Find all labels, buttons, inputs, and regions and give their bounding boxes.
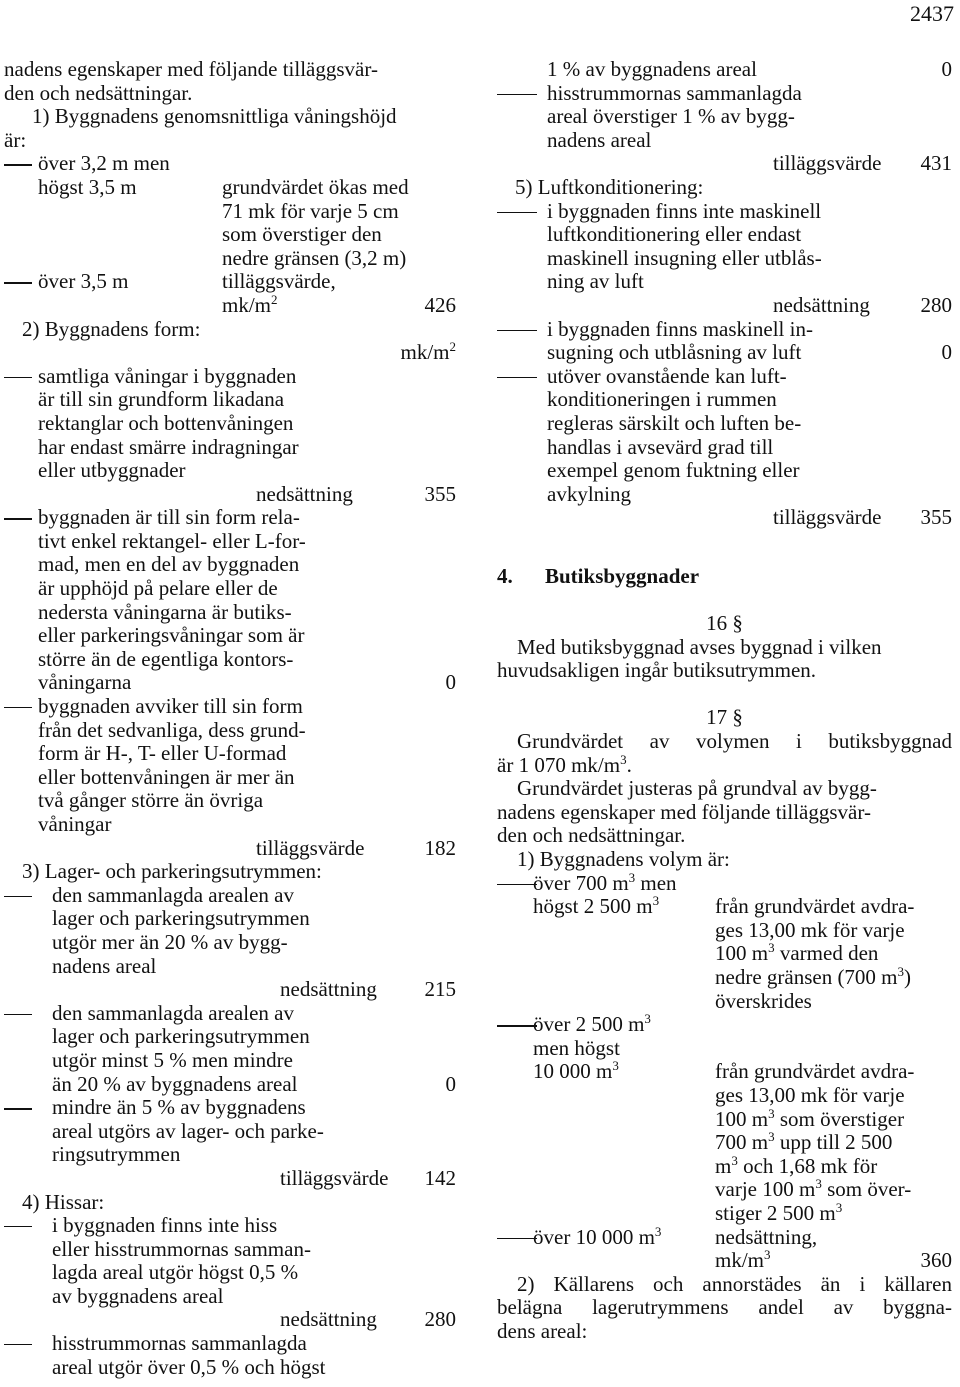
criteria-row: samtliga våningar i byggnaden	[4, 365, 456, 389]
criteria-text: stiger 2 500 $m^3$	[715, 1199, 843, 1225]
paragraph-text: är 1 070 $mk/m^3$.	[497, 751, 632, 777]
value-row: nedsättning 280	[773, 292, 952, 317]
criteria-row: hisstrummornas sammanlagda	[497, 82, 952, 106]
criteria-text: eller parkeringsvåningar som är	[38, 623, 305, 648]
criteria-text: exempel genom fuktning eller	[547, 458, 800, 483]
dash-icon	[4, 1226, 32, 1227]
criteria-text: mad, men en del av byggnaden	[38, 552, 300, 577]
value-row: nedsättning 280	[280, 1307, 456, 1332]
dash-icon	[4, 1014, 32, 1015]
value-row: våningarna 0	[38, 670, 456, 695]
criteria-row: över 10 000 $m^3$ nedsättning,	[497, 1226, 952, 1250]
criteria-text: har endast smärre indragningar	[38, 434, 299, 459]
unit-row: $mk/m^2$	[400, 339, 456, 365]
criteria-text: 100 $m^3$ varmed den	[715, 940, 879, 966]
criteria-text: lagda areal utgör högst 0,5 %	[52, 1260, 299, 1285]
criteria-text: lager och parkeringsutrymmen	[52, 906, 310, 931]
item4-heading: 4) Hissar:	[22, 1189, 105, 1214]
dash-icon	[4, 707, 32, 708]
criteria-text: eller utbyggnader	[38, 458, 186, 483]
criteria-text: handlas i avsevärd grad till	[547, 434, 774, 459]
value-row: sugning och utblåsning av luft 0	[547, 340, 952, 365]
criteria-row: i byggnaden finns inte hiss	[4, 1214, 456, 1238]
criteria-text: areal utgörs av lager- och parke-	[52, 1118, 324, 1143]
criteria-text: av byggnadens areal	[52, 1283, 224, 1308]
criteria-row: den sammanlagda arealen av	[4, 1002, 456, 1026]
criteria-text: lager och parkeringsutrymmen	[52, 1024, 310, 1049]
criteria-text: eller bottenvåningen är mer än	[38, 764, 295, 789]
item3-heading: 3) Lager- och parkeringsutrymmen:	[22, 859, 322, 884]
value-row: $mk/m^3$ 360	[715, 1247, 952, 1273]
criteria-row: i byggnaden finns maskinell in-	[497, 318, 952, 342]
criteria-text: form är H-, T- eller U-formad	[38, 741, 287, 766]
value-row: nedsättning 215	[280, 977, 456, 1002]
item1-heading-cont: är:	[4, 127, 27, 152]
paragraph-text: dens areal:	[497, 1318, 588, 1343]
criteria-text: utgör mer än 20 % av bygg-	[52, 929, 288, 954]
dash-icon	[497, 94, 537, 95]
paragraph-text: 2) Källarens och annorstädes än i källaren	[517, 1271, 952, 1296]
intro-line: den och nedsättningar.	[4, 80, 193, 105]
criteria-text: avkylning	[547, 481, 631, 506]
paragraph-symbol: 16 §	[706, 611, 743, 636]
value-row: tilläggsvärde 355	[773, 505, 952, 530]
paragraph-text: belägna lagerutrymmens andel av byggna-	[497, 1295, 952, 1320]
page-number: 2437	[910, 1, 954, 26]
criteria-row: hisstrummornas sammanlagda	[4, 1332, 456, 1356]
criteria-row: 10 000 $m^3$ från grundvärdet avdra-	[533, 1058, 915, 1084]
criteria-text: 700 $m^3$ upp till 2 500	[715, 1129, 893, 1155]
criteria-text: luftkonditionering eller endast	[547, 222, 802, 247]
dash-icon	[4, 1108, 32, 1109]
left-column	[4, 58, 456, 1379]
criteria-text: är upphöjd på pelare eller de	[38, 576, 278, 601]
criteria-text: ringsutrymmen	[52, 1142, 181, 1167]
criteria-text: nadens areal	[52, 953, 157, 978]
criteria-text: varje 100 $m^3$ som över-	[715, 1176, 912, 1202]
criteria-text: två gånger större än övriga	[38, 788, 264, 813]
criteria-row: högst 2 500 $m^3$ från grundvärdet avdra-	[533, 893, 915, 919]
criteria-text: överskrides	[715, 988, 812, 1013]
item2-heading: 2) Byggnadens form:	[22, 316, 201, 341]
right-column	[497, 58, 952, 1343]
paragraph-text: den och nedsättningar.	[497, 823, 686, 848]
dash-icon	[4, 282, 32, 283]
criteria-row: utöver ovanstående kan luft-	[497, 365, 952, 389]
criteria-row: men högst	[533, 1035, 620, 1060]
paragraph-text: Grundvärdet av volymen i butiksbyggnad	[517, 729, 952, 754]
criteria-row: byggnaden är till sin form rela-	[4, 506, 456, 530]
criteria-text: areal överstiger 1 % av bygg-	[547, 104, 795, 129]
criteria-text: nedre gränsen (3,2 m)	[222, 245, 407, 270]
criteria-text: är till sin grundform likadana	[38, 387, 285, 412]
criteria-row: byggnaden avviker till sin form	[4, 695, 456, 719]
dash-icon	[4, 377, 32, 378]
criteria-row: över 3,2 m men	[4, 152, 456, 176]
dash-icon	[497, 212, 537, 213]
value-row: $mk/m^2$ 426	[222, 291, 456, 317]
item1-heading: 1) Byggnadens volym är:	[517, 847, 730, 871]
section-heading: 4. Butiksbyggnader	[497, 563, 700, 588]
paragraph-text: Grundvärdet justeras på grundval av bygg-	[517, 776, 877, 801]
criteria-text: konditioneringen i rummen	[547, 387, 777, 412]
criteria-text: nadens areal	[547, 127, 652, 152]
dash-icon	[497, 1025, 537, 1026]
criteria-text: 100 $m^3$ som överstiger	[715, 1105, 905, 1131]
criteria-text: areal utgör över 0,5 % och högst	[52, 1354, 326, 1379]
item5-heading: 5) Luftkonditionering:	[515, 174, 704, 199]
dash-icon	[497, 377, 537, 378]
criteria-text: ges 13,00 mk för varje	[715, 917, 905, 942]
value-row: än 20 % av byggnadens areal 0	[52, 1071, 456, 1096]
paragraph-symbol: 17 §	[706, 705, 743, 730]
value-row: 1 % av byggnadens areal 0	[547, 57, 952, 81]
value: 426	[424, 292, 456, 317]
item1-heading: 1) Byggnadens genomsnittliga våningshöjd	[32, 104, 397, 129]
criteria-text: 71 mk för varje 5 cm	[222, 198, 399, 223]
criteria-text: våningar	[38, 812, 112, 836]
intro-line: nadens egenskaper med följande tilläggsvär-	[4, 57, 378, 81]
criteria-text: regleras särskilt och luften be-	[547, 410, 802, 435]
criteria-row: i byggnaden finns inte maskinell	[497, 200, 952, 224]
paragraph-text: Med butiksbyggnad avses byggnad i vilken	[517, 634, 882, 659]
criteria-row: mindre än 5 % av byggnadens	[4, 1096, 456, 1120]
dash-icon	[4, 896, 32, 897]
criteria-row: över 3,5 m tilläggsvärde,	[4, 270, 456, 294]
dash-icon	[497, 1238, 537, 1239]
criteria-row: högst 3,5 m grundvärdet ökas med	[38, 174, 409, 199]
criteria-text: utgör minst 5 % men mindre	[52, 1047, 293, 1072]
criteria-text: ning av luft	[547, 269, 644, 294]
value-row: tilläggsvärde 182	[256, 835, 456, 860]
criteria-text: som överstiger den	[222, 222, 382, 247]
criteria-text: från det sedvanliga, dess grund-	[38, 717, 306, 742]
criteria-text: nedre gränsen (700 $m^3$)	[715, 963, 912, 989]
paragraph-text: huvudsakligen ingår butiksutrymmen.	[497, 658, 817, 683]
dash-icon	[497, 884, 537, 885]
criteria-text: rektanglar och bottenvåningen	[38, 410, 294, 435]
criteria-text: ges 13,00 mk för varje	[715, 1082, 905, 1107]
dash-icon	[4, 1344, 32, 1345]
criteria-row: över 700 $m^3$ men	[497, 872, 952, 896]
criteria-text: maskinell insugning eller utblås-	[547, 245, 822, 270]
criteria-row: den sammanlagda arealen av	[4, 884, 456, 908]
value-row: tilläggsvärde 142	[280, 1165, 456, 1190]
criteria-text: $m^3$ och 1,68 mk för	[715, 1152, 878, 1178]
criteria-text: eller hisstrummornas samman-	[52, 1236, 311, 1261]
value-row: nedsättning 355	[256, 481, 456, 506]
paragraph-text: nadens egenskaper med följande tilläggsvär-	[497, 799, 871, 824]
dash-icon	[497, 330, 537, 331]
dash-icon	[4, 164, 32, 165]
dash-icon	[4, 518, 32, 519]
criteria-text: nedersta våningarna är butiks-	[38, 599, 292, 624]
value-row: tilläggsvärde 431	[773, 151, 952, 176]
criteria-row: över 2 500 $m^3$	[497, 1013, 952, 1037]
criteria-text: större än de egentliga kontors-	[38, 646, 294, 671]
criteria-text: tivt enkel rektangel- eller L-for-	[38, 528, 306, 553]
